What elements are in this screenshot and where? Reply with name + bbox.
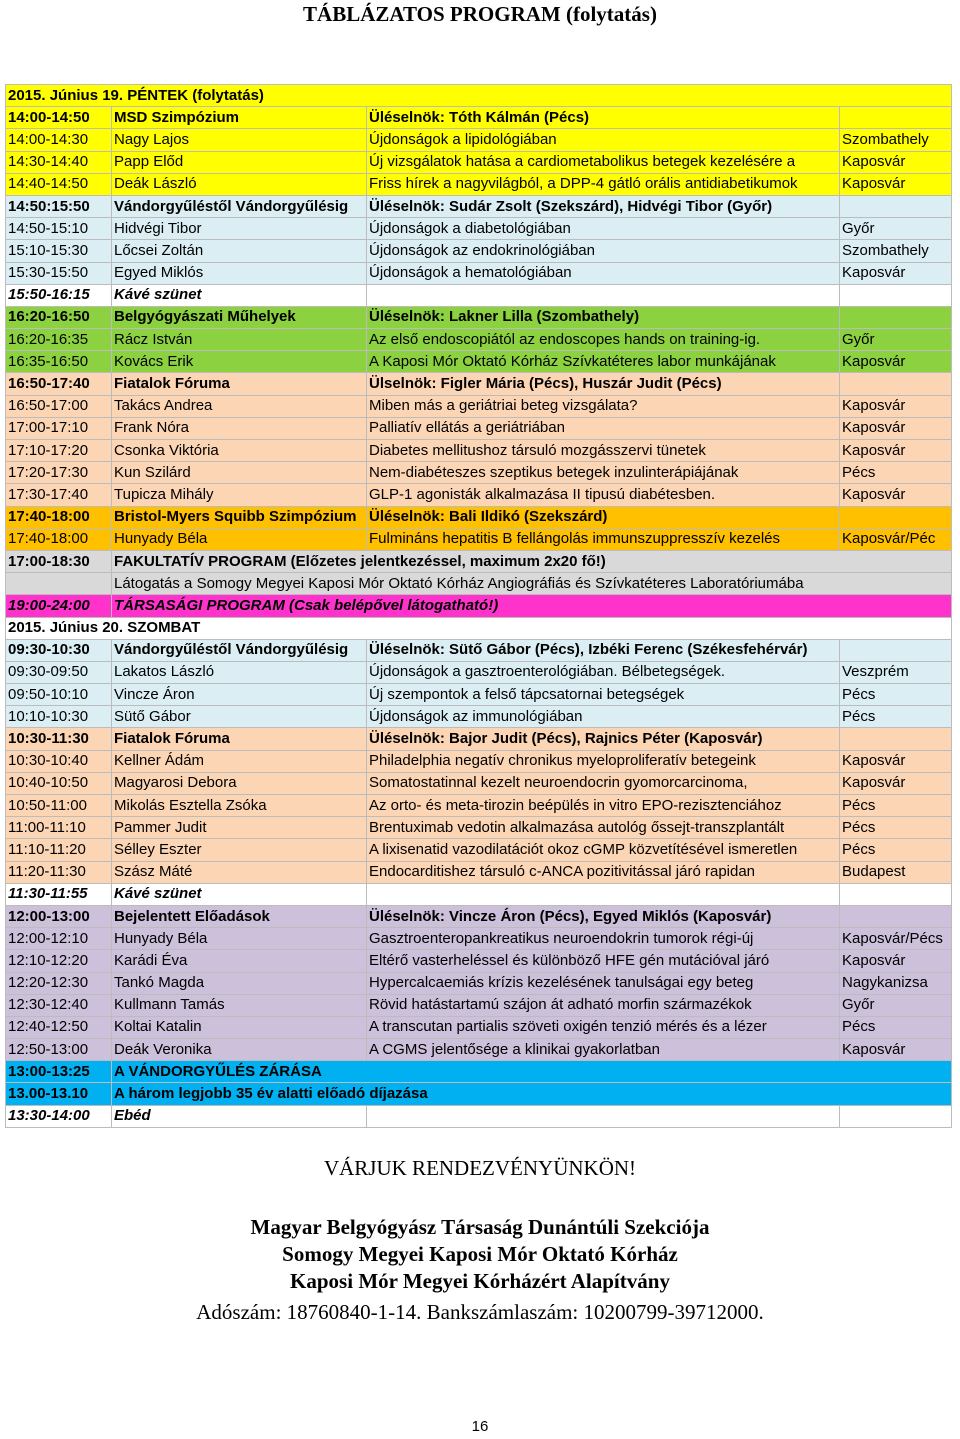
- time-cell: 13:30-14:00: [6, 1105, 112, 1127]
- time-cell: 13.00-13.10: [6, 1083, 112, 1105]
- speaker-cell: Nagy Lajos: [112, 129, 367, 151]
- place-cell: Kaposvár/Péc: [840, 528, 952, 550]
- topic-cell: A Kaposi Mór Oktató Kórház Szívkatéteres labor munkájának: [367, 351, 840, 373]
- schedule-body: [6, 85, 952, 1128]
- place-cell: Kaposvár: [840, 417, 952, 439]
- topic-cell: Az első endoscopiától az endoscopes hands on training-ig.: [367, 329, 840, 351]
- place-cell: [840, 1105, 952, 1127]
- time-cell: 12:10-12:20: [6, 950, 112, 972]
- speaker-cell: Sélley Eszter: [112, 839, 367, 861]
- schedule-row: [6, 351, 952, 373]
- topic-cell: Philadelphia negatív chronikus myeloproliferatív betegeink: [367, 750, 840, 772]
- place-cell: Pécs: [840, 706, 952, 728]
- speaker-cell: Egyed Miklós: [112, 262, 367, 284]
- time-cell: 17:40-18:00: [6, 528, 112, 550]
- place-cell: Budapest: [840, 861, 952, 883]
- schedule-section-row: [6, 107, 952, 129]
- place-cell: [840, 107, 952, 129]
- speaker-cell: Lakatos László: [112, 661, 367, 683]
- topic-cell: Üléselnök: Tóth Kálmán (Pécs): [367, 107, 840, 129]
- schedule-row: [6, 218, 952, 240]
- schedule-row: [6, 417, 952, 439]
- page-title: TÁBLÁZATOS PROGRAM (folytatás): [303, 2, 657, 26]
- schedule-row: [6, 151, 952, 173]
- topic-cell: [367, 883, 840, 905]
- time-cell: 12:50-13:00: [6, 1039, 112, 1061]
- topic-cell: Újdonságok az endokrinológiában: [367, 240, 840, 262]
- topic-cell: Üléselnök: Lakner Lilla (Szombathely): [367, 306, 840, 328]
- place-cell: Kaposvár: [840, 484, 952, 506]
- topic-cell: Ülselnök: Figler Mária (Pécs), Huszár Judit (Pécs): [367, 373, 840, 395]
- place-cell: Győr: [840, 994, 952, 1016]
- topic-cell: Endocarditishez társuló c-ANCA pozitivitással járó rapidan: [367, 861, 840, 883]
- place-cell: [840, 373, 952, 395]
- time-cell: 11:20-11:30: [6, 861, 112, 883]
- speaker-cell: Fiatalok Fóruma: [112, 728, 367, 750]
- speaker-cell: Kávé szünet: [112, 284, 367, 306]
- time-cell: 13:00-13:25: [6, 1061, 112, 1083]
- place-cell: Győr: [840, 218, 952, 240]
- place-cell: [840, 639, 952, 661]
- time-cell: 12:40-12:50: [6, 1016, 112, 1038]
- topic-cell: Üléselnök: Bali Ildikó (Szekszárd): [367, 506, 840, 528]
- speaker-cell: Hunyady Béla: [112, 528, 367, 550]
- speaker-cell: Hidvégi Tibor: [112, 218, 367, 240]
- time-cell: 10:30-10:40: [6, 750, 112, 772]
- schedule-row: [6, 684, 952, 706]
- speaker-cell: Papp Előd: [112, 151, 367, 173]
- place-cell: [840, 284, 952, 306]
- time-cell: 16:20-16:35: [6, 329, 112, 351]
- speaker-cell: Rácz István: [112, 329, 367, 351]
- topic-cell: Újdonságok a gasztroenterológiában. Bélbetegségek.: [367, 661, 840, 683]
- time-cell: 11:00-11:10: [6, 817, 112, 839]
- schedule-row: [6, 262, 952, 284]
- topic-cell: A CGMS jelentősége a klinikai gyakorlatban: [367, 1039, 840, 1061]
- place-cell: Kaposvár: [840, 395, 952, 417]
- time-cell: 17:10-17:20: [6, 440, 112, 462]
- topic-cell: Üléselnök: Vincze Áron (Pécs), Egyed Miklós (Kaposvár): [367, 905, 840, 927]
- time-cell: 14:40-14:50: [6, 173, 112, 195]
- program-cell: A VÁNDORGYŰLÉS ZÁRÁSA: [112, 1061, 952, 1083]
- speaker-cell: Kellner Ádám: [112, 750, 367, 772]
- topic-cell: Rövid hatástartamú szájon át adható morfin származékok: [367, 994, 840, 1016]
- schedule-row: [6, 1016, 952, 1038]
- place-cell: Győr: [840, 329, 952, 351]
- speaker-cell: Ebéd: [112, 1105, 367, 1127]
- speaker-cell: Karádi Éva: [112, 950, 367, 972]
- schedule-row: [6, 772, 952, 794]
- topic-cell: Gasztroenteropankreatikus neuroendokrin tumorok régi-új: [367, 928, 840, 950]
- organizer-line: Kaposi Mór Megyei Kórházért Alapítvány: [290, 1269, 670, 1293]
- speaker-cell: Magyarosi Debora: [112, 772, 367, 794]
- page-number: 16: [471, 1418, 489, 1435]
- place-cell: Pécs: [840, 462, 952, 484]
- topic-cell: Újdonságok az immunológiában: [367, 706, 840, 728]
- schedule-row: [6, 972, 952, 994]
- schedule-section-row: [6, 506, 952, 528]
- speaker-cell: Mikolás Esztella Zsóka: [112, 795, 367, 817]
- time-cell: 15:10-15:30: [6, 240, 112, 262]
- schedule-section-row: [6, 284, 952, 306]
- program-cell: FAKULTATÍV PROGRAM (Előzetes jelentkezéssel, maximum 2x20 fő!): [112, 550, 952, 572]
- time-cell: 12:30-12:40: [6, 994, 112, 1016]
- time-cell: 10:30-11:30: [6, 728, 112, 750]
- schedule-row: [6, 661, 952, 683]
- time-cell: 15:30-15:50: [6, 262, 112, 284]
- schedule-section-row: [6, 85, 952, 107]
- time-cell: 16:50-17:00: [6, 395, 112, 417]
- schedule-row: [6, 1039, 952, 1061]
- topic-cell: Új szempontok a felső tápcsatornai betegségek: [367, 684, 840, 706]
- schedule-section-row: [6, 728, 952, 750]
- time-cell: 14:50:15:50: [6, 195, 112, 217]
- time-cell: 11:10-11:20: [6, 839, 112, 861]
- time-cell: 14:50-15:10: [6, 218, 112, 240]
- place-cell: Pécs: [840, 839, 952, 861]
- time-cell: 09:30-10:30: [6, 639, 112, 661]
- time-cell: 17:00-17:10: [6, 417, 112, 439]
- schedule-section-row: [6, 905, 952, 927]
- speaker-cell: Lőcsei Zoltán: [112, 240, 367, 262]
- speaker-cell: Deák László: [112, 173, 367, 195]
- schedule-section-row: [6, 595, 952, 617]
- topic-cell: Újdonságok a lipidológiában: [367, 129, 840, 151]
- schedule-row: [6, 440, 952, 462]
- topic-cell: Újdonságok a hematológiában: [367, 262, 840, 284]
- day-heading: 2015. Június 19. PÉNTEK (folytatás): [6, 85, 952, 107]
- organizer-line: Somogy Megyei Kaposi Mór Oktató Kórház: [282, 1242, 678, 1266]
- time-cell: 09:30-09:50: [6, 661, 112, 683]
- topic-cell: GLP-1 agonisták alkalmazása II tipusú diabétesben.: [367, 484, 840, 506]
- time-cell: 16:20-16:50: [6, 306, 112, 328]
- schedule-row: [6, 750, 952, 772]
- speaker-cell: Belgyógyászati Műhelyek: [112, 306, 367, 328]
- place-cell: Pécs: [840, 795, 952, 817]
- place-cell: [840, 306, 952, 328]
- topic-cell: Somatostatinnal kezelt neuroendocrin gyomorcarcinoma,: [367, 772, 840, 794]
- place-cell: Kaposvár: [840, 772, 952, 794]
- schedule-section-row: [6, 1105, 952, 1127]
- speaker-cell: Kávé szünet: [112, 883, 367, 905]
- schedule-row: [6, 462, 952, 484]
- time-cell: 10:40-10:50: [6, 772, 112, 794]
- time-cell: 14:00-14:50: [6, 107, 112, 129]
- schedule-section-row: [6, 195, 952, 217]
- topic-cell: Hypercalcaemiás krízis kezelésének tanulságai egy beteg: [367, 972, 840, 994]
- speaker-cell: Bejelentett Előadások: [112, 905, 367, 927]
- speaker-cell: Pammer Judit: [112, 817, 367, 839]
- time-cell: 12:20-12:30: [6, 972, 112, 994]
- time-cell: 12:00-13:00: [6, 905, 112, 927]
- tax-number-line: Adószám: 18760840-1-14. Bankszámlaszám: 10200799-39712000.: [196, 1300, 764, 1324]
- schedule-row: [6, 484, 952, 506]
- place-cell: Kaposvár/Pécs: [840, 928, 952, 950]
- time-cell: 10:10-10:30: [6, 706, 112, 728]
- place-cell: [840, 728, 952, 750]
- schedule-table: [5, 84, 952, 1128]
- schedule-row: [6, 706, 952, 728]
- program-cell: TÁRSASÁGI PROGRAM (Csak belépővel látogatható!): [112, 595, 952, 617]
- schedule-section-row: [6, 550, 952, 572]
- time-cell: 12:00-12:10: [6, 928, 112, 950]
- place-cell: Pécs: [840, 684, 952, 706]
- topic-cell: Üléselnök: Bajor Judit (Pécs), Rajnics Péter (Kaposvár): [367, 728, 840, 750]
- place-cell: Pécs: [840, 1016, 952, 1038]
- schedule-row: [6, 928, 952, 950]
- schedule-row: [6, 528, 952, 550]
- time-cell: 17:40-18:00: [6, 506, 112, 528]
- speaker-cell: Vincze Áron: [112, 684, 367, 706]
- schedule-row: [6, 861, 952, 883]
- time-cell: 16:35-16:50: [6, 351, 112, 373]
- topic-cell: A transcutan partialis szöveti oxigén tenzió mérés és a lézer: [367, 1016, 840, 1038]
- speaker-cell: Takács Andrea: [112, 395, 367, 417]
- speaker-cell: Vándorgyűléstől Vándorgyűlésig: [112, 639, 367, 661]
- schedule-row: [6, 129, 952, 151]
- schedule-section-row: [6, 1061, 952, 1083]
- place-cell: Pécs: [840, 817, 952, 839]
- time-cell: 10:50-11:00: [6, 795, 112, 817]
- speaker-cell: Tankó Magda: [112, 972, 367, 994]
- closing-text: VÁRJUK RENDEZVÉNYÜNKÖN!: [323, 1156, 637, 1180]
- place-cell: Kaposvár: [840, 950, 952, 972]
- topic-cell: Üléselnök: Sudár Zsolt (Szekszárd), Hidvégi Tibor (Győr): [367, 195, 840, 217]
- place-cell: Nagykanizsa: [840, 972, 952, 994]
- time-cell: 17:20-17:30: [6, 462, 112, 484]
- schedule-row: [6, 817, 952, 839]
- schedule-row: [6, 994, 952, 1016]
- place-cell: [840, 506, 952, 528]
- schedule-row: [6, 395, 952, 417]
- time-cell: 17:30-17:40: [6, 484, 112, 506]
- topic-cell: Eltérő vasterheléssel és különböző HFE gén mutációval járó: [367, 950, 840, 972]
- schedule-row: [6, 573, 952, 595]
- place-cell: Kaposvár: [840, 351, 952, 373]
- program-cell: A három legjobb 35 év alatti előadó díjazása: [112, 1083, 952, 1105]
- topic-cell: Nem-diabéteszes szeptikus betegek inzulinterápiájának: [367, 462, 840, 484]
- topic-cell: [367, 284, 840, 306]
- place-cell: Kaposvár: [840, 151, 952, 173]
- time-cell: 19:00-24:00: [6, 595, 112, 617]
- place-cell: Szombathely: [840, 129, 952, 151]
- place-cell: [840, 905, 952, 927]
- place-cell: Kaposvár: [840, 1039, 952, 1061]
- speaker-cell: Kovács Erik: [112, 351, 367, 373]
- time-cell: 14:00-14:30: [6, 129, 112, 151]
- place-cell: Szombathely: [840, 240, 952, 262]
- speaker-cell: Kun Szilárd: [112, 462, 367, 484]
- topic-cell: Az orto- és meta-tirozin beépülés in vitro EPO-rezisztenciához: [367, 795, 840, 817]
- speaker-cell: MSD Szimpózium: [112, 107, 367, 129]
- topic-cell: Brentuximab vedotin alkalmazása autológ őssejt-transzplantált: [367, 817, 840, 839]
- speaker-cell: Fiatalok Fóruma: [112, 373, 367, 395]
- speaker-cell: Sütő Gábor: [112, 706, 367, 728]
- schedule-row: [6, 950, 952, 972]
- speaker-cell: Deák Veronika: [112, 1039, 367, 1061]
- program-cell: Látogatás a Somogy Megyei Kaposi Mór Oktató Kórház Angiográfiás és Szívkatéteres Laboratóriumába: [112, 573, 952, 595]
- speaker-cell: Csonka Viktória: [112, 440, 367, 462]
- place-cell: Veszprém: [840, 661, 952, 683]
- topic-cell: Új vizsgálatok hatása a cardiometabolikus betegek kezelésére a: [367, 151, 840, 173]
- speaker-cell: Bristol-Myers Squibb Szimpózium: [112, 506, 367, 528]
- time-cell: 17:00-18:30: [6, 550, 112, 572]
- speaker-cell: Hunyady Béla: [112, 928, 367, 950]
- topic-cell: Miben más a geriátriai beteg vizsgálata?: [367, 395, 840, 417]
- schedule-section-row: [6, 639, 952, 661]
- schedule-section-row: [6, 373, 952, 395]
- topic-cell: Diabetes mellitushoz társuló mozgásszervi tünetek: [367, 440, 840, 462]
- day-heading: 2015. Június 20. SZOMBAT: [6, 617, 952, 639]
- schedule-section-row: [6, 883, 952, 905]
- speaker-cell: Frank Nóra: [112, 417, 367, 439]
- topic-cell: A lixisenatid vazodilatációt okoz cGMP közvetítésével ismeretlen: [367, 839, 840, 861]
- time-cell: [6, 573, 112, 595]
- time-cell: 15:50-16:15: [6, 284, 112, 306]
- schedule-section-row: [6, 306, 952, 328]
- schedule-row: [6, 329, 952, 351]
- schedule-row: [6, 240, 952, 262]
- schedule-section-row: [6, 617, 952, 639]
- place-cell: [840, 883, 952, 905]
- time-cell: 09:50-10:10: [6, 684, 112, 706]
- topic-cell: [367, 1105, 840, 1127]
- speaker-cell: Tupicza Mihály: [112, 484, 367, 506]
- organizer-line: Magyar Belgyógyász Társaság Dunántúli Szekciója: [250, 1215, 710, 1239]
- schedule-row: [6, 839, 952, 861]
- place-cell: Kaposvár: [840, 440, 952, 462]
- schedule-row: [6, 173, 952, 195]
- speaker-cell: Vándorgyűléstől Vándorgyűlésig: [112, 195, 367, 217]
- topic-cell: Üléselnök: Sütő Gábor (Pécs), Izbéki Ferenc (Székesfehérvár): [367, 639, 840, 661]
- schedule-row: [6, 795, 952, 817]
- place-cell: Kaposvár: [840, 173, 952, 195]
- time-cell: 11:30-11:55: [6, 883, 112, 905]
- topic-cell: Újdonságok a diabetológiában: [367, 218, 840, 240]
- time-cell: 14:30-14:40: [6, 151, 112, 173]
- place-cell: [840, 195, 952, 217]
- speaker-cell: Kullmann Tamás: [112, 994, 367, 1016]
- topic-cell: Friss hírek a nagyvilágból, a DPP-4 gátló orális antidiabetikumok: [367, 173, 840, 195]
- speaker-cell: Koltai Katalin: [112, 1016, 367, 1038]
- time-cell: 16:50-17:40: [6, 373, 112, 395]
- place-cell: Kaposvár: [840, 750, 952, 772]
- topic-cell: Palliatív ellátás a geriátriában: [367, 417, 840, 439]
- topic-cell: Fulmináns hepatitis B fellángolás immunszuppresszív kezelés: [367, 528, 840, 550]
- schedule-section-row: [6, 1083, 952, 1105]
- place-cell: Kaposvár: [840, 262, 952, 284]
- speaker-cell: Szász Máté: [112, 861, 367, 883]
